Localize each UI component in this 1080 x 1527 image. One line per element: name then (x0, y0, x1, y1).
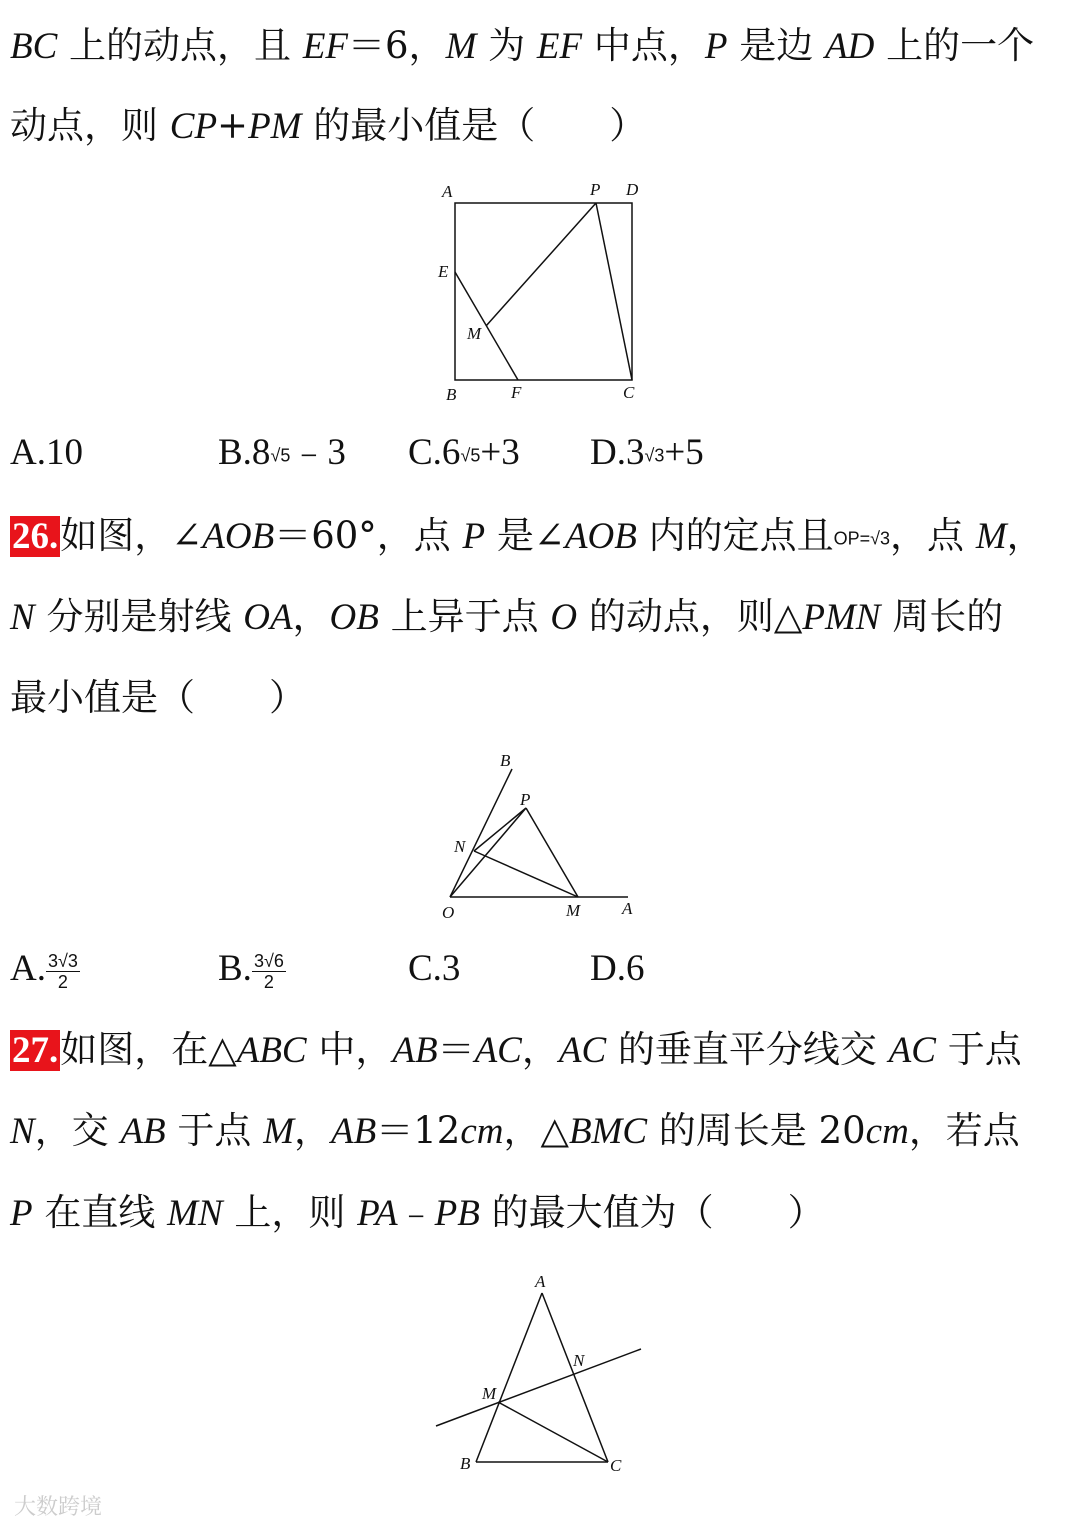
q25-option-a[interactable]: A.10 (10, 432, 83, 473)
segment-pm (486, 203, 596, 326)
label-a: A (535, 1272, 546, 1291)
q25-line2: 动点，则 CP+PM 的最小值是（ ） (10, 104, 647, 147)
label-n: N (454, 837, 466, 856)
segment-pm (526, 808, 578, 897)
label-p: P (520, 790, 531, 809)
label-a: A (442, 182, 453, 201)
ray-ob (450, 769, 512, 897)
q26-angle-figure (430, 745, 650, 925)
label-m: M (467, 324, 482, 343)
q25-option-c[interactable]: C.6√5+3 (408, 432, 520, 473)
q27-triangle-figure (430, 1265, 660, 1480)
segment-mc (498, 1402, 608, 1462)
label-a: A (622, 899, 633, 918)
segment-pc (596, 203, 632, 380)
label-d: D (626, 180, 639, 199)
q26-option-b[interactable]: B. $\frac{3√6}{2}$ (218, 948, 284, 993)
label-o: O (442, 903, 455, 922)
label-f: F (511, 383, 522, 402)
q25-line1: BC 上的动点，且 EF＝6，M 为 EF 中点，P 是边 AD 上的一个 (10, 24, 1035, 67)
label-c: C (610, 1456, 622, 1475)
q26-option-d[interactable]: D.6 (590, 948, 645, 989)
watermark-logo: 大数跨境 (14, 1495, 103, 1520)
q27-line1: 27.如图，在△ABC 中，AB＝AC，AC 的垂直平分线交 AC 于点 (12, 1028, 1022, 1071)
q26-option-c[interactable]: C.3 (408, 948, 461, 989)
label-b: B (446, 385, 457, 404)
side-ac (542, 1293, 608, 1462)
q26-line3: 最小值是（ ） (10, 676, 306, 719)
side-ab (476, 1293, 542, 1462)
q26-option-a[interactable]: A. $\frac{3√3}{2}$ (10, 948, 78, 993)
q26-line2: N 分别是射线 OA，OB 上异于点 O 的动点，则△PMN 周长的 (10, 595, 1004, 638)
label-b: B (460, 1454, 471, 1473)
q27-line2: N，交 AB 于点 M，AB＝12cm，△BMC 的周长是 20cm，若点 (10, 1109, 1020, 1152)
label-n: N (573, 1351, 585, 1370)
q26-line1: 26.如图，∠AOB＝60°，点 P 是∠AOB 内的定点且OP=√3，点 M， (12, 514, 1044, 557)
q25-option-b[interactable]: B.8√5﹣3 (218, 432, 346, 473)
q27-line3: P 在直线 MN 上，则 PA﹣PB 的最大值为（ ） (10, 1191, 825, 1234)
label-p: P (590, 180, 601, 199)
label-m: M (566, 901, 581, 920)
square-abcd (455, 203, 632, 380)
question-number-26: 26. (12, 516, 59, 557)
label-e: E (438, 262, 449, 281)
label-b: B (500, 751, 511, 770)
question-number-27: 27. (12, 1030, 59, 1071)
line-mn (436, 1349, 641, 1426)
q25-option-d[interactable]: D.3√3+5 (590, 432, 704, 473)
label-c: C (623, 383, 635, 402)
label-m: M (482, 1384, 497, 1403)
segment-pn (474, 808, 526, 851)
segment-nm (474, 851, 578, 897)
q25-square-figure (430, 175, 660, 405)
